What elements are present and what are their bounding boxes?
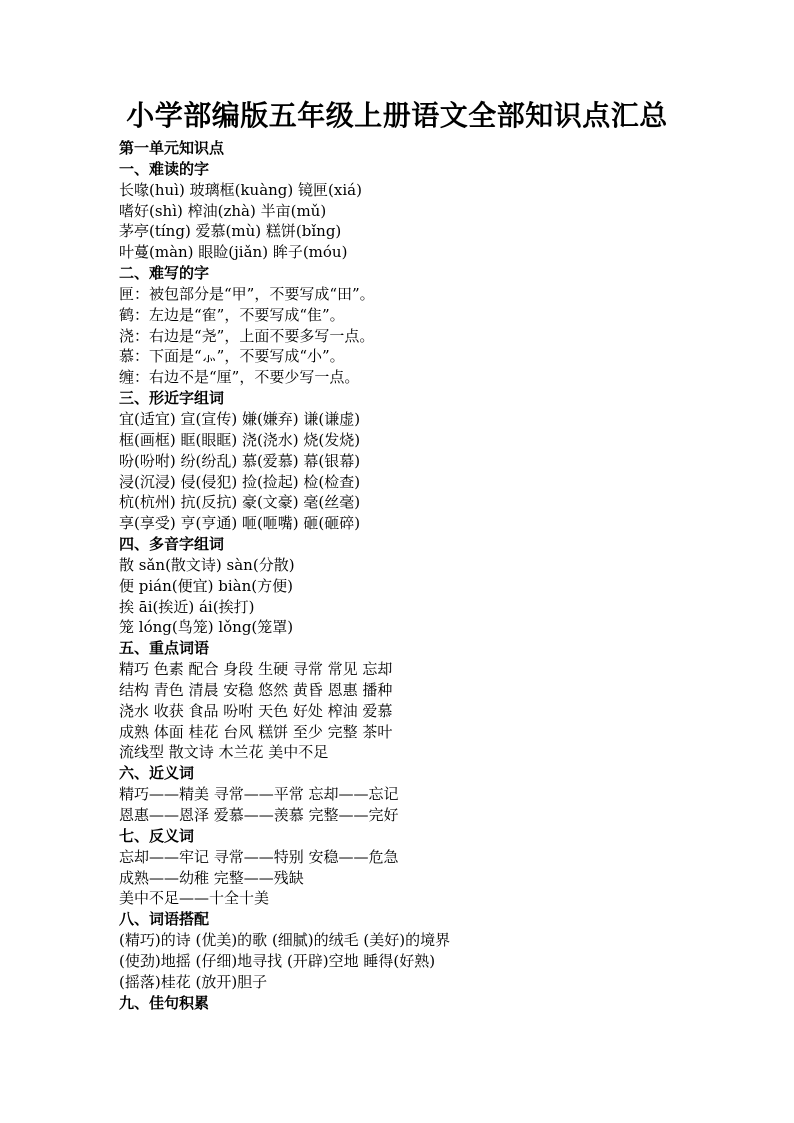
text-line: 忘却——牢记 寻常——特别 安稳——危急 bbox=[119, 847, 399, 866]
text-line: 成熟 体面 桂花 台风 糕饼 至少 完整 茶叶 bbox=[119, 722, 393, 741]
section-heading: 二、难写的字 bbox=[119, 264, 210, 283]
text-line: (使劲)地摇 (仔细)地寻找 (开辟)空地 睡得(好熟) bbox=[119, 951, 436, 970]
text-line: 框(画框) 眶(眼眶) 浇(浇水) 烧(发烧) bbox=[119, 430, 361, 449]
section-heading: 三、形近字组词 bbox=[119, 389, 225, 408]
section-heading: 五、重点词语 bbox=[119, 639, 210, 658]
text-line: 茅亭(tíng) 爱慕(mù) 糕饼(bǐng) bbox=[119, 222, 342, 241]
section-heading: 六、近义词 bbox=[119, 764, 195, 783]
text-line: (精巧)的诗 (优美)的歌 (细腻)的绒毛 (美好)的境界 bbox=[119, 931, 451, 950]
section-heading: 第一单元知识点 bbox=[119, 139, 225, 157]
text-line: 叶蔓(màn) 眼睑(jiǎn) 眸子(móu) bbox=[119, 243, 348, 262]
text-line: 挨 āi(挨近) ái(挨打) bbox=[119, 597, 255, 616]
text-line: 嗜好(shì) 榨油(zhà) 半亩(mǔ) bbox=[119, 201, 327, 220]
text-line: 浇：右边是“尧”，上面不要多写一点。 bbox=[119, 326, 375, 345]
text-line: 美中不足——十全十美 bbox=[119, 889, 270, 908]
text-line: (摇落)桂花 (放开)胆子 bbox=[119, 972, 268, 991]
text-line: 慕：下面是“⺗”，不要写成“小”。 bbox=[119, 347, 345, 366]
section-heading: 九、佳句积累 bbox=[119, 993, 210, 1012]
section-heading: 一、难读的字 bbox=[119, 159, 210, 178]
text-line: 缠：右边不是“厘”，不要少写一点。 bbox=[119, 368, 360, 387]
text-line: 匣：被包部分是“甲”，不要写成“田”。 bbox=[119, 284, 375, 303]
text-line: 宜(适宜) 宣(宣传) 嫌(嫌弃) 谦(谦虚) bbox=[119, 409, 361, 428]
text-line: 流线型 散文诗 木兰花 美中不足 bbox=[119, 743, 329, 762]
text-line: 长喙(huì) 玻璃框(kuàng) 镜匣(xiá) bbox=[119, 180, 362, 199]
text-line: 享(享受) 亨(亨通) 咂(咂嘴) 砸(砸碎) bbox=[119, 514, 361, 533]
text-line: 恩惠——恩泽 爱慕——羡慕 完整——完好 bbox=[119, 806, 399, 824]
text-line: 吩(吩咐) 纷(纷乱) 慕(爱慕) 幕(银幕) bbox=[119, 451, 361, 470]
text-line: 散 sǎn(散文诗) sàn(分散) bbox=[119, 555, 295, 574]
text-line: 笼 lóng(鸟笼) lǒng(笼罩) bbox=[119, 618, 294, 637]
text-line: 杭(杭州) 抗(反抗) 豪(文豪) 毫(丝毫) bbox=[119, 493, 361, 512]
text-line: 成熟——幼稚 完整——残缺 bbox=[119, 868, 304, 887]
text-line: 精巧——精美 寻常——平常 忘却——忘记 bbox=[119, 785, 399, 804]
text-line: 便 pián(便宜) biàn(方便) bbox=[119, 576, 293, 595]
document-title: 小学部编版五年级上册语文全部知识点汇总 bbox=[126, 99, 668, 132]
text-line: 浸(沉浸) 侵(侵犯) 捡(捡起) 检(检查) bbox=[119, 472, 361, 491]
text-line: 鹤：左边是“隺”，不要写成“隹”。 bbox=[119, 305, 345, 324]
text-line: 浇水 收获 食品 吩咐 天色 好处 榨油 爱慕 bbox=[119, 701, 393, 720]
text-line: 结构 青色 清晨 安稳 悠然 黄昏 恩惠 播种 bbox=[119, 680, 393, 699]
section-heading: 四、多音字组词 bbox=[119, 535, 225, 554]
section-heading: 七、反义词 bbox=[119, 826, 195, 845]
text-line: 精巧 色素 配合 身段 生硬 寻常 常见 忘却 bbox=[119, 660, 393, 679]
section-heading: 八、词语搭配 bbox=[119, 910, 210, 929]
document-body bbox=[119, 138, 759, 1013]
